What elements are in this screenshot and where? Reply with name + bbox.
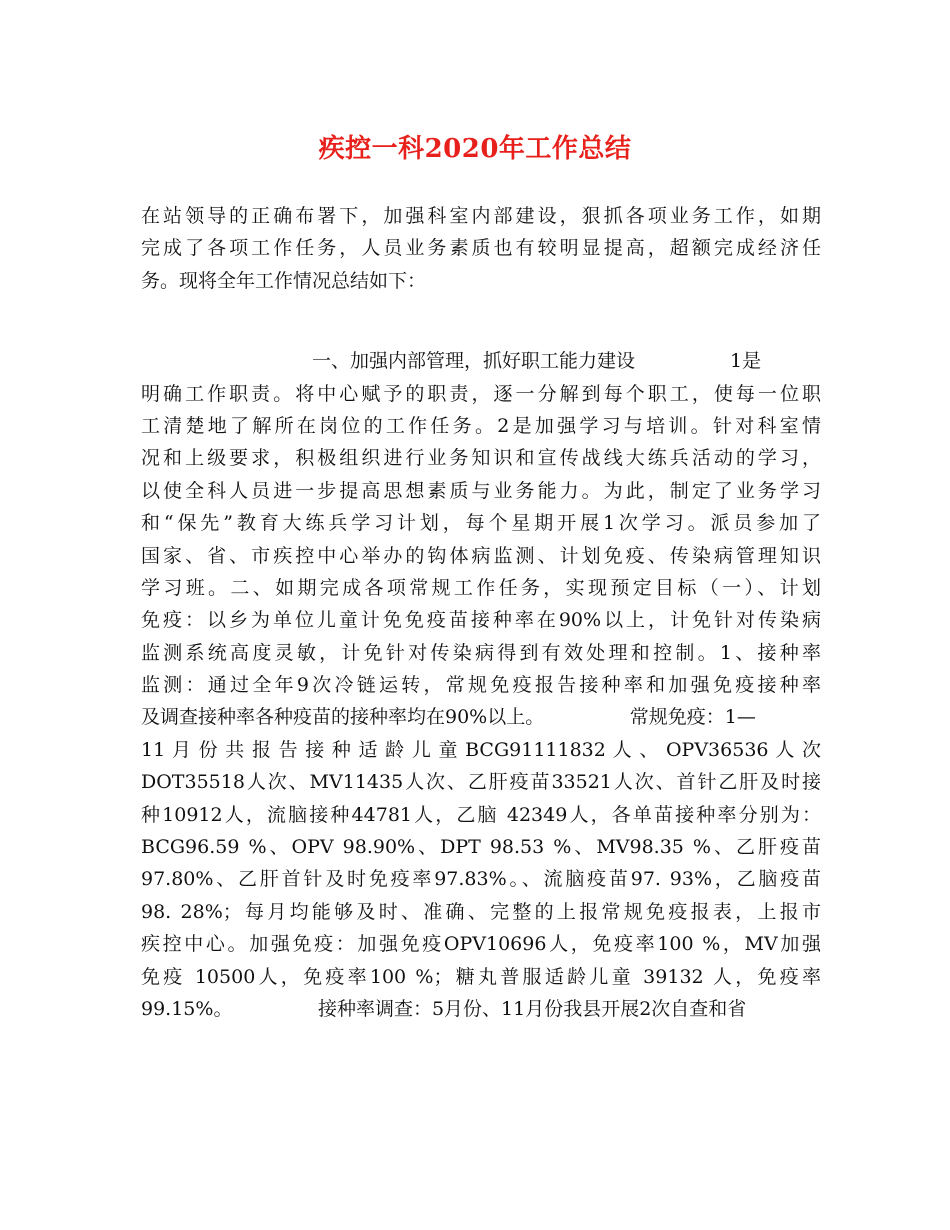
text-line: 工清楚地了解所在岗位的工作任务。2是加强学习与培训。针对科室情 bbox=[141, 414, 821, 437]
text-line: 以使全科人员进一步提高思想素质与业务能力。为此，制定了业务学习 bbox=[141, 479, 821, 502]
section-heading-line: 一、加强内部管理，抓好职工能力建设 1是 bbox=[141, 350, 762, 373]
text-line: 11 月 份 共 报 告 接 种 适 龄 儿 童 BCG91111832 人 、 OPV36536 人 次 bbox=[141, 738, 821, 761]
text-line: 97.80%、乙肝首针及时免疫率97.83%。、流脑疫苗97. 93%，乙脑疫苗 bbox=[141, 868, 821, 891]
text-line: 98. 28%；每月均能够及时、准确、完整的上报常规免疫报表，上报市 bbox=[141, 900, 821, 923]
text-line: 种10912人，流脑接种44781人，乙脑 42349人，各单苗接种率分别为： bbox=[141, 803, 821, 826]
text-line: 监测：通过全年9次冷链运转，常规免疫报告接种率和加强免疫接种率 bbox=[141, 674, 821, 697]
text-line: 完成了各项工作任务，人员业务素质也有较明显提高，超额完成经济任 bbox=[141, 237, 821, 260]
text-line: 及调查接种率各种疫苗的接种率均在90%以上。 常规免疫：1— bbox=[141, 706, 756, 729]
text-line: 疾控中心。加强免疫：加强免疫OPV10696人，免疫率100 %，MV加强 bbox=[141, 933, 821, 956]
text-line: BCG96.59 %、OPV 98.90%、DPT 98.53 %、MV98.35 %、乙肝疫苗 bbox=[141, 836, 821, 859]
document-title: 疾控一科2020年工作总结 bbox=[318, 134, 632, 164]
text-line: 在站领导的正确布署下，加强科室内部建设，狠抓各项业务工作，如期 bbox=[141, 205, 821, 227]
text-line: 和“保先”教育大练兵学习计划，每个星期开展1次学习。派员参加了 bbox=[141, 512, 821, 535]
text-line: 况和上级要求，积极组织进行业务知识和宣传战线大练兵活动的学习， bbox=[141, 447, 821, 470]
text-line: DOT35518人次、MV11435人次、乙肝疫苗33521人次、首针乙肝及时接 bbox=[141, 771, 821, 794]
text-line: 免疫 10500人，免疫率100 %；糖丸普服适龄儿童 39132 人，免疫率 bbox=[141, 965, 821, 988]
paragraph-gap bbox=[141, 297, 821, 345]
text-line: 国家、省、市疾控中心举办的钩体病监测、计划免疫、传染病管理知识 bbox=[141, 544, 821, 567]
text-line: 监测系统高度灵敏，计免针对传染病得到有效处理和控制。1、接种率 bbox=[141, 641, 821, 664]
text-line: 明确工作职责。将中心赋予的职责，逐一分解到每个职工，使每一位职 bbox=[141, 382, 821, 405]
text-line: 免疫：以乡为单位儿童计免免疫苗接种率在90%以上，计免针对传染病 bbox=[141, 609, 821, 632]
text-line: 99.15%。 接种率调查：5月份、11月份我县开展2次自查和省 bbox=[141, 997, 747, 1020]
document-body bbox=[141, 200, 821, 1025]
text-line: 务。现将全年工作情况总结如下： bbox=[141, 269, 427, 292]
text-line: 学习班。二、如期完成各项常规工作任务，实现预定目标（一）、计划 bbox=[141, 576, 821, 599]
